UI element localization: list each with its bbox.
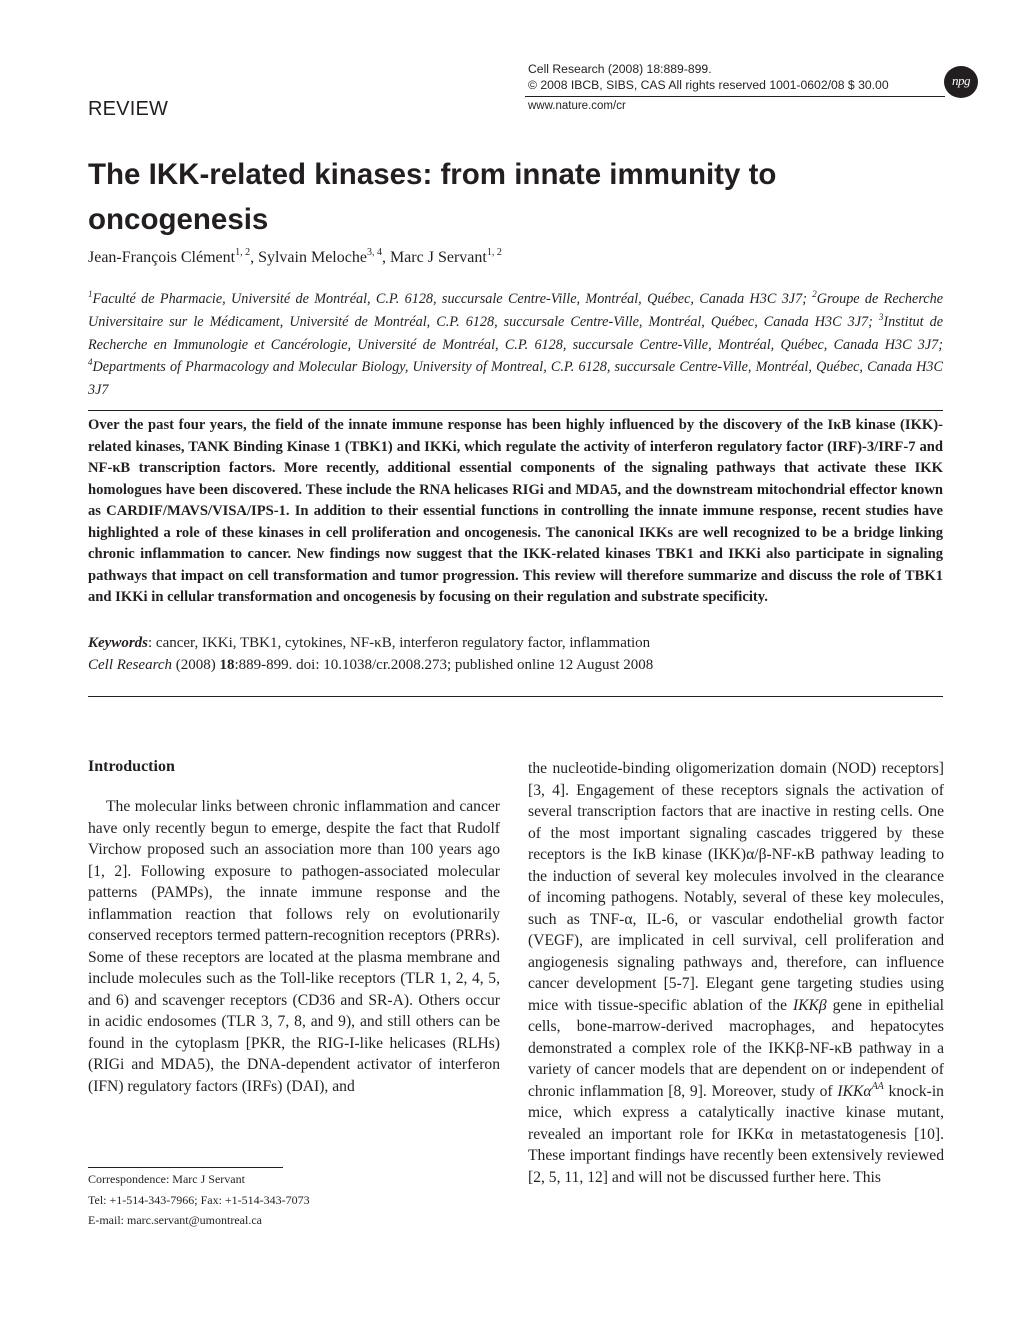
citation-journal: Cell Research (88, 657, 173, 673)
author-name: Sylvain Meloche (258, 249, 367, 266)
copyright-line: © 2008 IBCB, SIBS, CAS All rights reserved 1001-0602/08 $ 30.00 (528, 78, 889, 92)
author-affiliation-marker: 1, 2 (486, 247, 502, 258)
citation-details: :889-899. doi: 10.1038/cr.2008.273; published online 12 August 2008 (234, 657, 654, 673)
contact-email[interactable]: E-mail: marc.servant@umontreal.ca (88, 1213, 262, 1227)
paragraph-text: gene in epithelial cells, bone-marrow-derived macrophages, and hepatocytes demonstrated a complex role of the IKKβ-NF-κB pathway in a variety of cancer models that are dependent on or independent of chronic inflammation [8, 9]. Moreover, study of (528, 996, 945, 1100)
correspondence-note: Correspondence: Marc J Servant (88, 1172, 245, 1186)
author-affiliation-marker: 3, 4 (366, 247, 382, 258)
npg-logo: npg (944, 66, 978, 98)
affiliation-list (88, 288, 943, 402)
abstract-bottom-divider (88, 696, 943, 697)
affiliation-text: Institut de Recherche en Immunologie et Cancérologie, Université de Montréal, C.P. 6128, succursale Centre-Ville, Montréal, Québec, Canada H3C 3J7; (88, 313, 943, 353)
affiliation-marker: 2 (812, 289, 817, 299)
author-name: Jean-François Clément (88, 249, 236, 266)
section-label: REVIEW (88, 98, 169, 120)
journal-citation: Cell Research (2008) 18:889-899. (528, 62, 712, 76)
section-heading-introduction: Introduction (88, 758, 175, 775)
affiliation-text: Groupe de Recherche Universitaire sur le Médicament, Université de Montréal, C.P. 6128, succursale Centre-Ville, Montréal, Québec, Canada H3C 3J7; (88, 291, 943, 330)
contact-phone-fax: Tel: +1-514-343-7966; Fax: +1-514-343-7073 (88, 1193, 310, 1207)
affiliation-marker: 3 (878, 311, 884, 322)
author-name: Marc J Servant (389, 249, 487, 266)
affiliation-marker: 1 (88, 289, 93, 299)
body-paragraph: The molecular links between chronic inflammation and cancer have only recently begun to emerge, despite the fact that Rudolf Virchow proposed such an association more than 100 years ago [1, 2]. Following exposure to pathogen-associated molecular patterns (PAMPs), the innate immune response and the inflammation reaction that follows rely on evolutionarily conserved receptors termed pattern-recognition receptors (PRRs). Some of these receptors are located at the plasma membrane and include molecules such as the Toll-like receptors (TLR 1, 2, 4, 5, and 6) and scavenger receptors (CD36 and SR-A). Others occur in acidic endosomes (TLR 3, 7, 8, and 9), and still others can be found in the cytoplasm [PKR, the RIG-I-like helicases (RLHs) (RIGi and MDA5), the DNA-dependent activator of interferon (IFN) regulatory factors (IRFs) (DAI), and (88, 798, 500, 1095)
author-affiliation-marker: 1, 2 (235, 247, 251, 258)
abstract-top-divider (88, 410, 943, 411)
author-list: Jean-François Clément$^{1, 2}$, Sylvain Meloche$^{3, 4}$, Marc J Servant$^{1, 2}$ (88, 247, 502, 266)
citation-volume: 18 (219, 657, 235, 673)
header-divider (525, 96, 945, 97)
article-title: The IKK-related kinases: from innate immunity to oncogenesis (88, 158, 777, 236)
footnote-divider (88, 1167, 283, 1168)
keywords-label: Keywords (88, 635, 148, 651)
gene-name: IKKβ (792, 996, 827, 1014)
gene-name: IKKα (837, 1082, 872, 1100)
citation-year: (2008) (172, 657, 220, 673)
affiliation-text: Departments of Pharmacology and Molecular Biology, University of Montreal, C.P. 6128, succursale Centre-Ville, Montréal, Québec, Canada H3C 3J7 (88, 359, 943, 399)
gene-superscript: AA (871, 1080, 884, 1092)
body-right-column (528, 758, 944, 1188)
abstract: Over the past four years, the field of the innate immune response has been highly influenced by the discovery of the IκB kinase (IKK)-related kinases, TANK Binding Kinase 1 (TBK1) and IKKi, which regulate the activity of interferon regulatory factor (IRF)-3/IRF-7 and NF-κB transcription factors. More recently, additional essential components of the signaling pathways that activate these IKK homologues have been discovered. These include the RNA helicases RIGi and MDA5, and the downstream mitochondrial effector known as CARDIF/MAVS/VISA/IPS-1. In addition to their essential functions in controlling the innate immune response, recent studies have highlighted a role of these kinases in cell proliferation and oncogenesis. The canonical IKKs are well recognized to be a bridge linking chronic inflammation to cancer. New findings now suggest that the IKK-related kinases TBK1 and IKKi also participate in signaling pathways that impact on cell transformation and tumor progression. This review will therefore summarize and discuss the role of TBK1 and IKKi in cellular transformation and oncogenesis by focusing on their regulation and substrate specificity. (88, 417, 943, 605)
affiliation-marker: 4 (88, 357, 93, 368)
affiliation-text: Faculté de Pharmacie, Université de Montréal, C.P. 6128, succursale Centre-Ville, Montréal, Québec, Canada H3C 3J7; (92, 291, 813, 307)
paragraph-text: the nucleotide-binding oligomerization domain (NOD) receptors] [3, 4]. Engagement of these receptors signals the activation of several transcription factors that are inactive in resting cells. One of the most important signaling cascades triggered by these receptors is the IκB kinase (IKK)α/β-NF-κB pathway leading to the induction of several key molecules involved in the clearance of incoming pathogens. Notably, several of these key molecules, such as TNF-α, IL-6, or vascular endothelial growth factor (VEGF), are implicated in cell survival, cell proliferation and angiogenesis signaling pathways and, therefore, can influence cancer development [5-7]. Elegant gene targeting studies using mice with tissue-specific ablation of the (528, 760, 944, 1014)
keywords (88, 633, 948, 654)
body-left-column (88, 796, 500, 1097)
paragraph-text: knock-in mice, which express a catalytically inactive kinase mutant, revealed an important role for IKKα in metastatogenesis [10]. These important findings have recently been extensively reviewed [2, 5, 11, 12] and will not be discussed further here. This (528, 1082, 944, 1186)
article-citation (88, 655, 948, 676)
keywords-list: : cancer, IKKi, TBK1, cytokines, NF-κB, interferon regulatory factor, inflammation (148, 635, 651, 651)
body-paragraph (528, 758, 944, 1188)
journal-url-link[interactable]: www.nature.com/cr (528, 100, 626, 112)
